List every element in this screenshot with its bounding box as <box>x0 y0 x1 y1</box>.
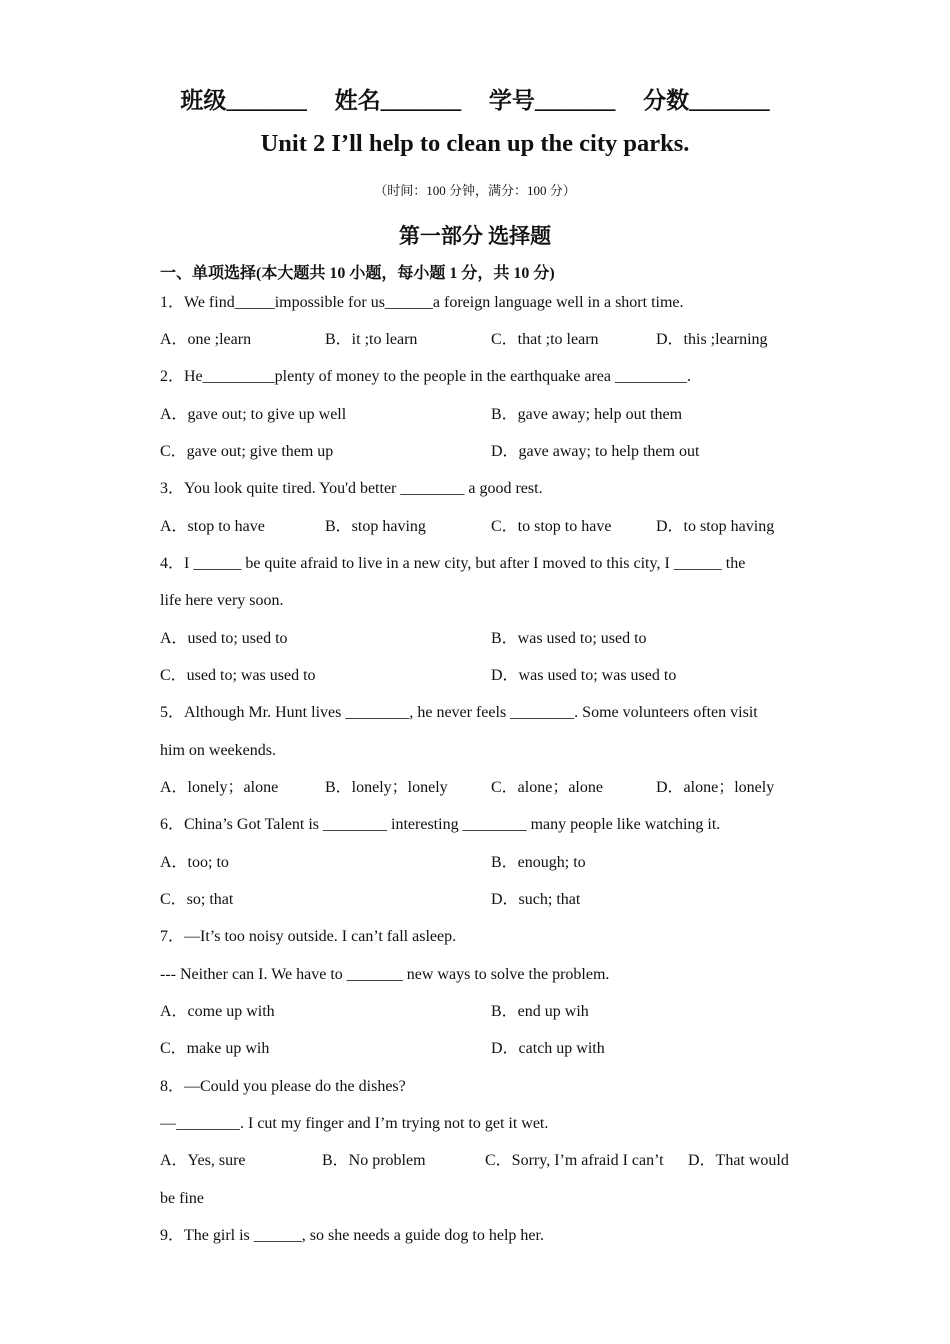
question-4-stem-continued: life here very soon. <box>160 592 284 609</box>
question-4-stem: 4．I ______ be quite afraid to live in a new city, but after I moved to this city, I ______ the <box>160 555 746 572</box>
question-5-option-a: A．lonely；alone <box>160 779 279 796</box>
question-8-stem-continued: —________. I cut my finger and I’m trying not to get it wet. <box>160 1115 549 1132</box>
question-8-option-d-continued: be fine <box>160 1190 204 1207</box>
part-title: 第一部分 选择题 <box>398 224 552 248</box>
question-6-option-a: A．too; to <box>160 854 229 871</box>
question-7-option-a: A．come up with <box>160 1003 275 1020</box>
question-1-option-d: D．this ;learning <box>656 331 768 348</box>
question-6-option-d: D．such; that <box>491 891 581 908</box>
question-1-option-c: C．that ;to learn <box>491 331 599 348</box>
question-7-option-d: D．catch up with <box>491 1040 605 1057</box>
student-number-field: 学号_______ <box>488 88 616 113</box>
question-2-option-b: B．gave away; help out them <box>491 406 683 423</box>
question-5-option-b: B．lonely；lonely <box>325 779 448 796</box>
question-5-option-d: D．alone；lonely <box>656 779 775 796</box>
question-4-option-b: B．was used to; used to <box>491 630 647 647</box>
question-2-option-d: D．gave away; to help them out <box>491 443 700 460</box>
question-2-option-c: C．gave out; give them up <box>160 443 334 460</box>
page-title: Unit 2 I’ll help to clean up the city parks. <box>260 130 690 157</box>
question-7-stem-continued: --- Neither can I. We have to _______ new ways to solve the problem. <box>160 966 610 983</box>
question-8-option-b: B．No problem <box>322 1152 426 1169</box>
question-7-stem: 7．—It’s too noisy outside. I can’t fall asleep. <box>160 928 457 945</box>
question-8-stem: 8．—Could you please do the dishes? <box>160 1078 406 1095</box>
question-4-option-a: A．used to; used to <box>160 630 288 647</box>
question-4-option-c: C．used to; was used to <box>160 667 316 684</box>
question-7-option-c: C．make up wih <box>160 1040 270 1057</box>
question-8-option-d: D．That would <box>688 1152 789 1169</box>
class-field: 班级_______ <box>180 88 307 113</box>
question-1-stem: 1．We find_____impossible for us______a foreign language well in a short time. <box>160 294 684 311</box>
score-field: 分数_______ <box>643 88 770 113</box>
question-7-option-b: B．end up wih <box>491 1003 589 1020</box>
question-5-option-c: C．alone；alone <box>491 779 603 796</box>
question-3-option-b: B．stop having <box>325 518 426 535</box>
question-4-option-d: D．was used to; was used to <box>491 667 677 684</box>
question-8-option-c: C．Sorry, I’m afraid I can’t <box>485 1152 664 1169</box>
question-8-option-a: A．Yes, sure <box>160 1152 246 1169</box>
exam-time-info: （时间：100 分钟，满分：100 分） <box>374 183 576 198</box>
question-5-stem-continued: him on weekends. <box>160 742 276 759</box>
question-9-stem: 9．The girl is ______, so she needs a guide dog to help her. <box>160 1227 544 1244</box>
question-5-stem: 5．Although Mr. Hunt lives ________, he never feels ________. Some volunteers often visit <box>160 704 758 721</box>
question-1-option-a: A．one ;learn <box>160 331 252 348</box>
student-info-line <box>0 82 950 115</box>
question-6-option-b: B．enough; to <box>491 854 586 871</box>
question-3-option-c: C．to stop to have <box>491 518 612 535</box>
question-6-option-c: C．so; that <box>160 891 234 908</box>
question-2-option-a: A．gave out; to give up well <box>160 406 347 423</box>
question-3-option-d: D．to stop having <box>656 518 775 535</box>
question-3-stem: 3．You look quite tired. You'd better ________ a good rest. <box>160 480 543 497</box>
question-3-option-a: A．stop to have <box>160 518 265 535</box>
name-field: 姓名_______ <box>334 88 462 113</box>
question-2-stem: 2．He_________plenty of money to the people in the earthquake area _________. <box>160 368 691 385</box>
question-6-stem: 6．China’s Got Talent is ________ interesting ________ many people like watching it. <box>160 816 721 833</box>
question-1-option-b: B．it ;to learn <box>325 331 418 348</box>
section-title: 一、单项选择(本大题共 10 小题，每小题 1 分，共 10 分) <box>160 265 555 282</box>
